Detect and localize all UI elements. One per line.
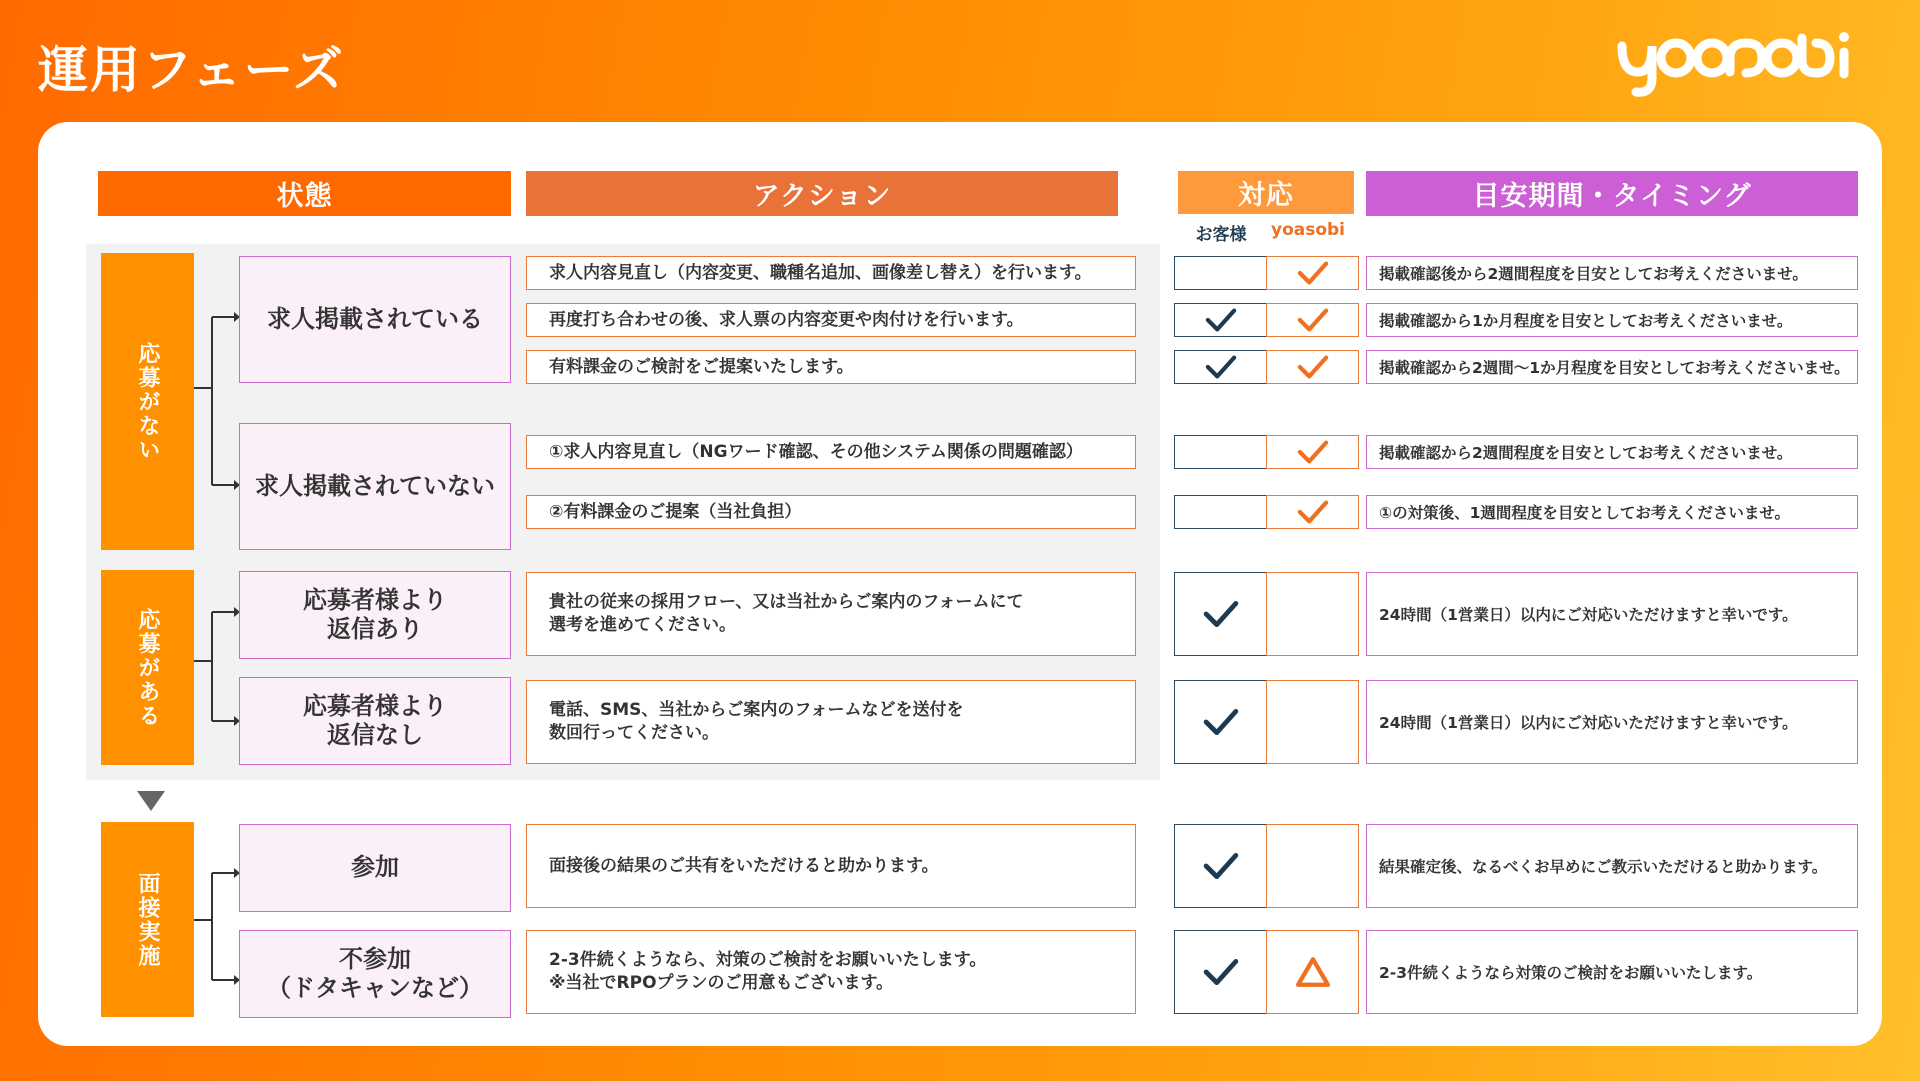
check-icon — [1201, 705, 1241, 739]
action-cell: 2-3件続くようなら、対策のご検討をお願いいたします。 ※当社でRPOプランのご用意もございます。 — [526, 930, 1136, 1014]
customer-cell — [1174, 256, 1267, 290]
page-title: 運用フェーズ — [38, 41, 345, 99]
yoasobi-cell — [1266, 572, 1359, 656]
timing-cell: 結果確定後、なるべくお早めにご教示いただけると助かります。 — [1366, 824, 1858, 908]
timing-cell: ①の対策後、1週間程度を目安としてお考えくださいませ。 — [1366, 495, 1858, 529]
action-cell: 貴社の従来の採用フロー、又は当社からご案内のフォームにて 選考を進めてください。 — [526, 572, 1136, 656]
connector-lines — [190, 300, 240, 1000]
timing-cell: 2-3件続くようなら対策のご検討をお願いいたします。 — [1366, 930, 1858, 1014]
customer-cell — [1174, 680, 1267, 764]
customer-subheader: お客様 — [1195, 225, 1247, 245]
action-cell: 面接後の結果のご共有をいただけると助かります。 — [526, 824, 1136, 908]
timing-cell: 24時間（1営業日）以内にご対応いただけますと幸いです。 — [1366, 572, 1858, 656]
action-cell: ①求人内容見直し（NGワード確認、その他システム関係の問題確認） — [526, 435, 1136, 469]
customer-cell — [1174, 435, 1267, 469]
yoasobi-cell — [1266, 680, 1359, 764]
state-box-attended: 参加 — [239, 824, 511, 912]
action-cell: ②有料課金のご提案（当社負担） — [526, 495, 1136, 529]
yoasobi-logo — [1612, 28, 1852, 100]
check-icon — [1203, 352, 1239, 382]
group-label-interview: 面接実施 — [101, 822, 194, 1017]
action-cell: 有料課金のご検討をご提案いたします。 — [526, 350, 1136, 384]
customer-cell — [1174, 930, 1267, 1014]
action-cell: 求人内容見直し（内容変更、職種名追加、画像差し替え）を行います。 — [526, 256, 1136, 290]
yoasobi-cell — [1266, 824, 1359, 908]
timing-cell: 掲載確認から1か月程度を目安としてお考えくださいませ。 — [1366, 303, 1858, 337]
customer-cell — [1174, 495, 1267, 529]
customer-cell — [1174, 303, 1267, 337]
check-icon — [1201, 955, 1241, 989]
yoasobi-subheader: yoasobi — [1270, 220, 1346, 240]
check-icon — [1295, 497, 1331, 527]
group-label-has-applicants: 応募がある — [101, 570, 194, 765]
action-cell: 電話、SMS、当社からご案内のフォームなどを送付を 数回行ってください。 — [526, 680, 1136, 764]
state-box-reply: 応募者様より 返信あり — [239, 571, 511, 659]
customer-cell — [1174, 572, 1267, 656]
yoasobi-cell — [1266, 495, 1359, 529]
state-box-absent: 不参加 （ドタキャンなど） — [239, 930, 511, 1018]
triangle-icon — [1293, 955, 1333, 989]
state-header: 状態 — [98, 171, 511, 216]
check-icon — [1295, 437, 1331, 467]
action-cell: 再度打ち合わせの後、求人票の内容変更や肉付けを行います。 — [526, 303, 1136, 337]
action-header: アクション — [526, 171, 1118, 216]
yoasobi-cell — [1266, 930, 1359, 1014]
check-icon — [1201, 597, 1241, 631]
customer-cell — [1174, 350, 1267, 384]
check-icon — [1295, 305, 1331, 335]
timing-cell: 掲載確認後から2週間程度を目安としてお考えくださいませ。 — [1366, 256, 1858, 290]
customer-cell — [1174, 824, 1267, 908]
check-icon — [1295, 352, 1331, 382]
timing-cell: 掲載確認から2週間程度を目安としてお考えくださいませ。 — [1366, 435, 1858, 469]
timing-cell: 24時間（1営業日）以内にご対応いただけますと幸いです。 — [1366, 680, 1858, 764]
yoasobi-cell — [1266, 256, 1359, 290]
yoasobi-cell — [1266, 435, 1359, 469]
down-arrow-icon — [137, 790, 165, 812]
state-box-not-listed: 求人掲載されていない — [239, 423, 511, 550]
check-icon — [1203, 305, 1239, 335]
timing-cell: 掲載確認から2週間〜1か月程度を目安としてお考えくださいませ。 — [1366, 350, 1858, 384]
check-icon — [1295, 258, 1331, 288]
group-label-no-applicants: 応募がない — [101, 253, 194, 550]
response-header: 対応 — [1178, 171, 1354, 214]
state-box-no-reply: 応募者様より 返信なし — [239, 677, 511, 765]
check-icon — [1201, 849, 1241, 883]
yoasobi-cell — [1266, 350, 1359, 384]
timing-header: 目安期間・タイミング — [1366, 171, 1858, 216]
state-box-listed: 求人掲載されている — [239, 256, 511, 383]
yoasobi-cell — [1266, 303, 1359, 337]
